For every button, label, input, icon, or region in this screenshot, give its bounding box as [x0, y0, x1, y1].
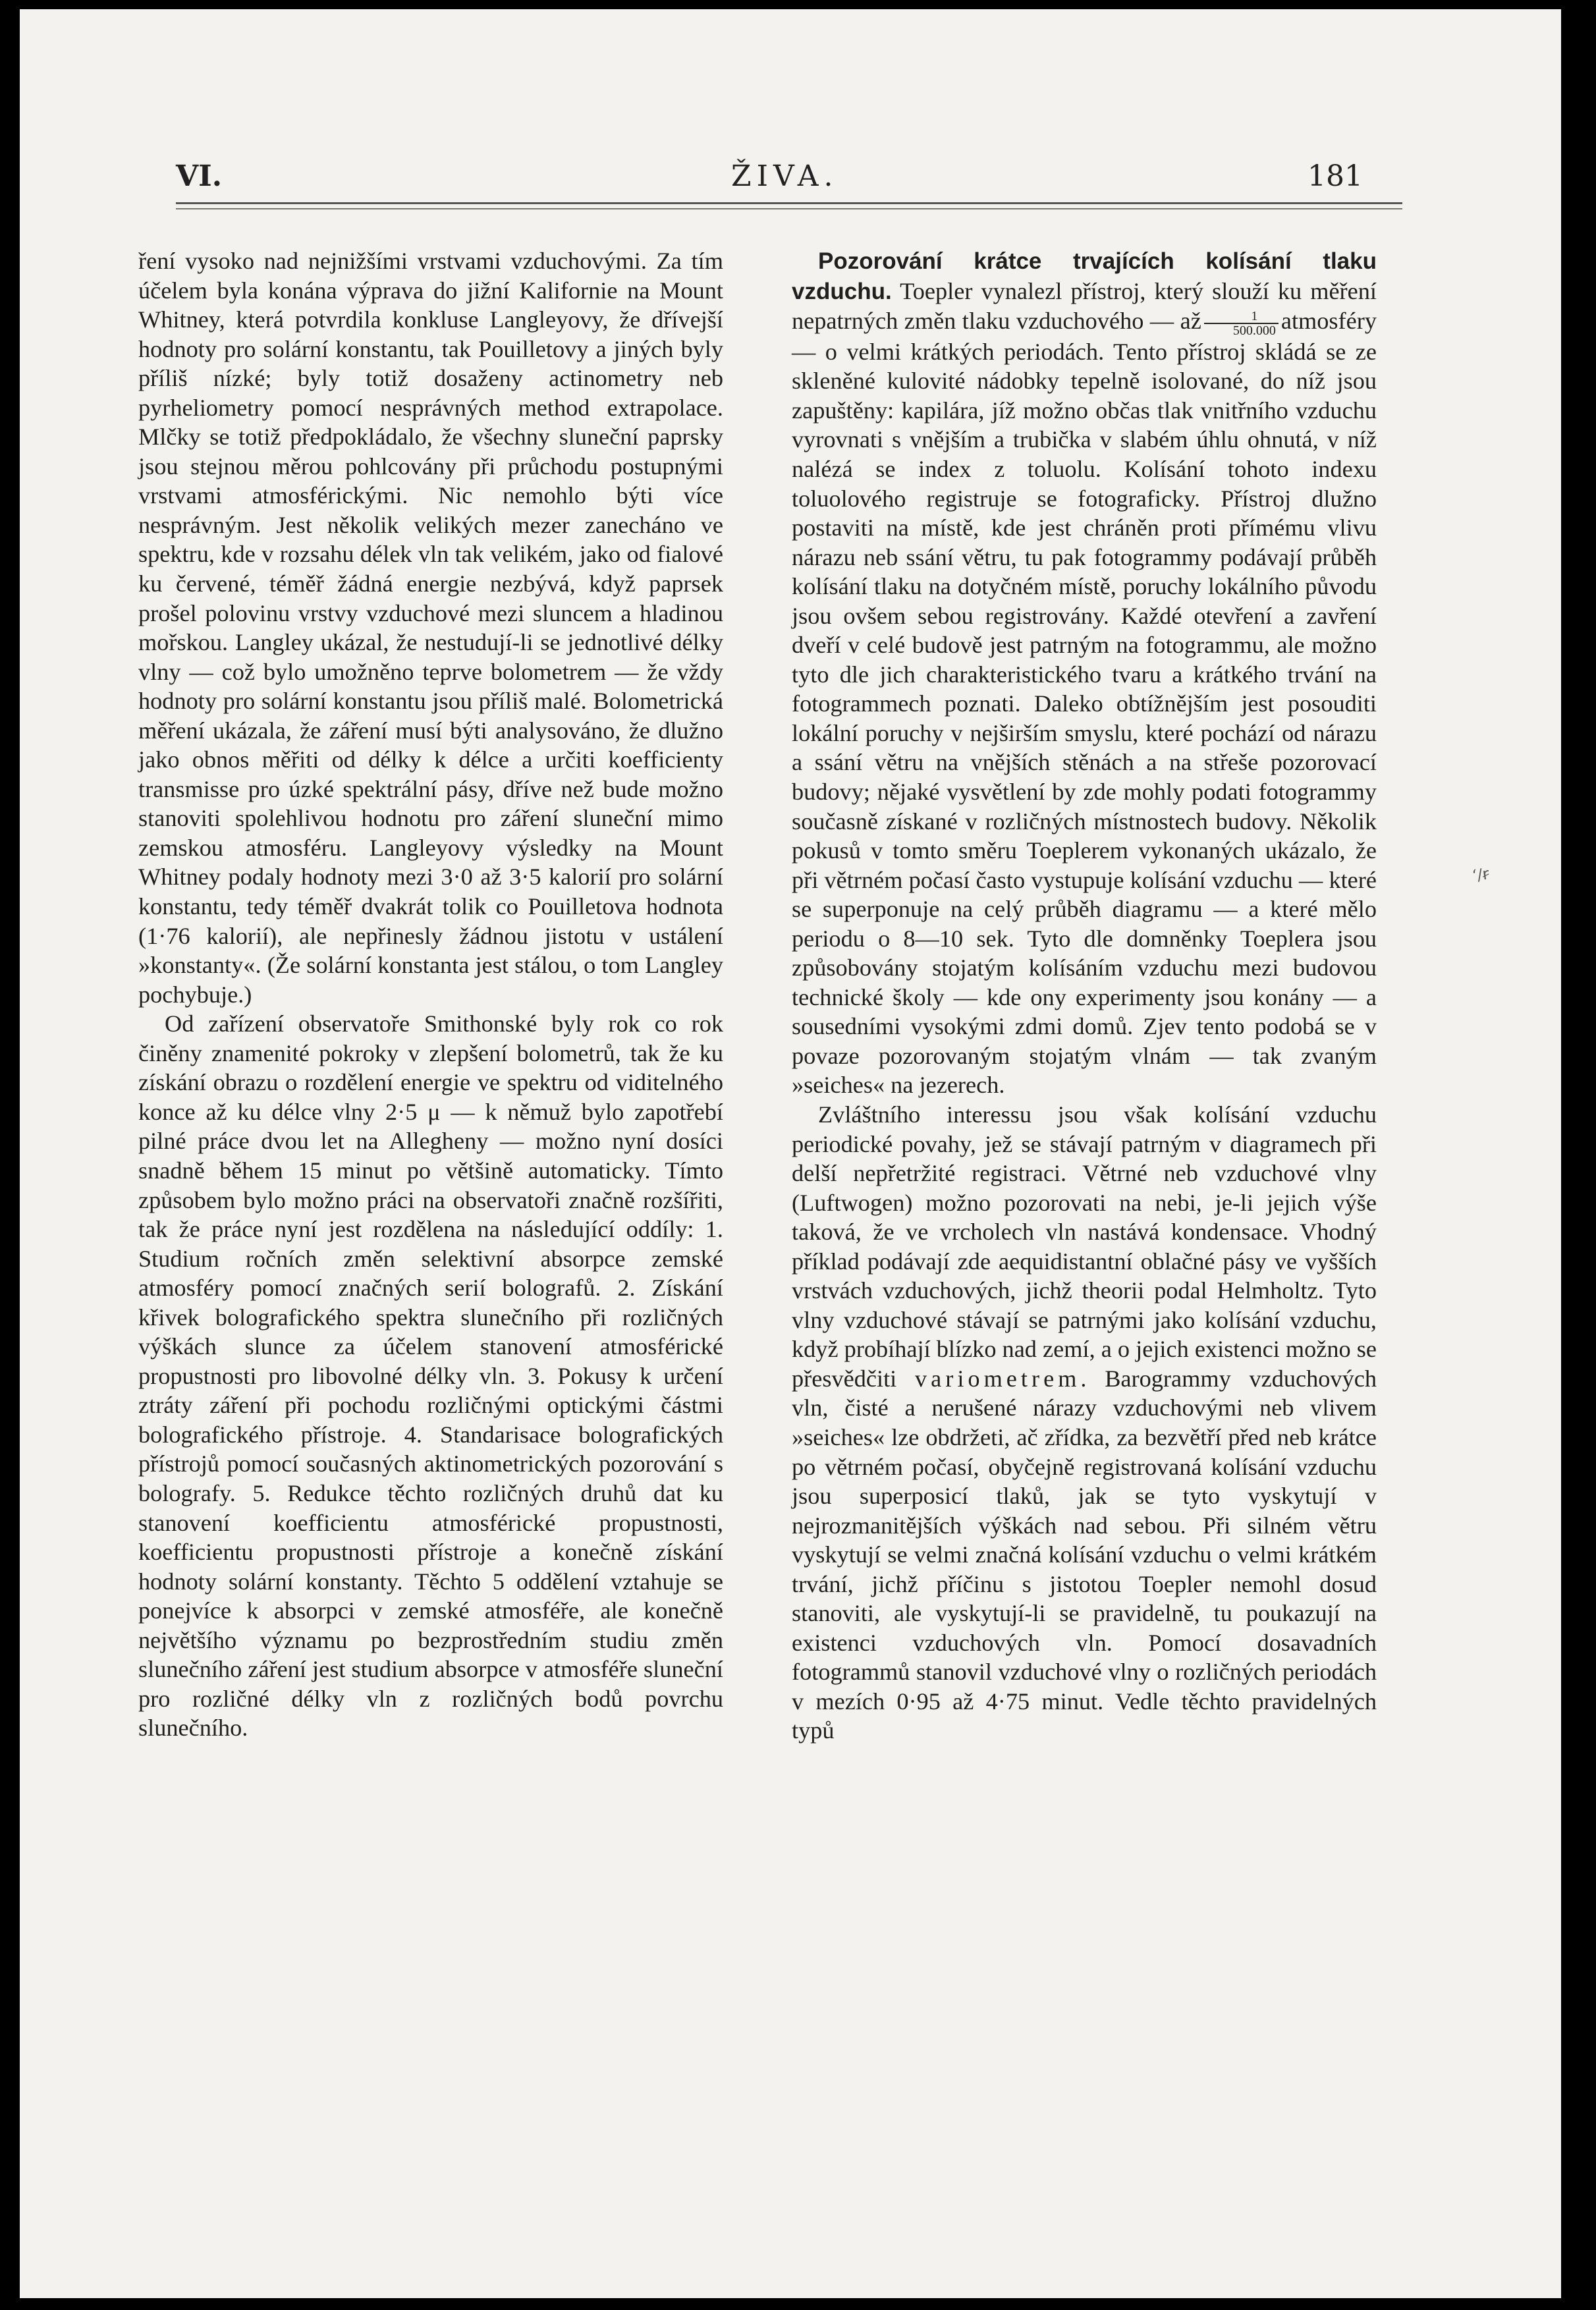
header-rule-secondary: [176, 208, 1402, 209]
fraction-numerator: 1: [1204, 310, 1279, 324]
page-number: 181: [1307, 159, 1363, 193]
header-rule: [176, 202, 1402, 204]
right-paragraph-1-text-a: Toepler vynalezl přístroj, který slouží ku měření nepatrných změn tlaku vzduchového — až: [792, 277, 1377, 335]
left-paragraph-2: Od zařízení observatoře Smithonské byly rok co rok činěny znamenité pokroky v zlepšení bolometrů, tak že ku získání obrazu o rozdělení energie ve spektru od viditelného konce až ku délce vlny 2·5 μ — k němuž bylo zapotřebí pilné práce dvou let na Allegheny — možno nyní dosíci snadně během 15 minut po většině automaticky. Tímto způsobem bylo možno práci na observatoři značně rozšířiti, tak že práce nyní jest rozdělena na následující oddíly: 1. Studium ročních změn selektivní absorpce zemské atmosféry pomocí značných serií bolografů. 2. Získání křivek bolografického spektra slunečního při rozličných výškách slunce za účelem stanovení atmosférické propustnosti pro libovolné délky vln. 3. Pokusy k určení ztráty záření při pochodu rozličnými optickými částmi bolografického přístroje. 4. Standarisace bolografických přístrojů pomocí současných aktinometrických pozorování s bolografy. 5. Redukce těchto rozličných druhů dat ku stanovení koefficientu atmosférické propustnosti, koefficientu propustnosti přístroje a konečně získání hodnoty solární konstanty. Těchto 5 oddělení vztahuje se ponejvíce k absorpci v zemské atmosféře, ale konečně největšího významu po bezprostředním studiu změn slunečního záření jest studium absorpce v atmosféře sluneční pro rozličné délky vln z rozličných bodů povrchu slunečního.: [138, 1010, 723, 1742]
right-paragraph-2: [792, 1100, 1377, 1746]
fraction: [1204, 310, 1279, 337]
section-heading: Pozorování krátce trvajících kolísání tlaku vzduchu.: [792, 248, 1377, 304]
right-column: [792, 246, 1377, 1746]
left-column: [138, 246, 723, 1743]
right-paragraph-2-text-b: . Barogrammy vzduchových vln, čisté a nerušené nárazy vzduchovými neb vlivem »seiches« lze obdržeti, ač zřídka, za bezvětří před neb krátce po větrném počasí, obyčejně registrovaná kolísání vzduchu jsou superposicí tlaků, jak se tyto vyskytují v nejrozmanitějších výškách nad sebou. Při silném větru vyskytují se velmi značná kolísání vzduchu o velmi krátkém trvání, jichž příčinu s jistotou Toepler nemohl dosud stanoviti, ale vyskytují-li se pravidelně, tu poukazují na existenci vzduchových vln. Pomocí dosavadních fotogrammů stanovil vzduchové vlny o rozličných periodách v mezích 0·95 až 4·75 minut. Vedle těchto pravidelných typů: [792, 1365, 1377, 1744]
left-paragraph-1: ření vysoko nad nejnižšími vrstvami vzduchovými. Za tím účelem byla konána výprava do jižní Kalifornie na Mount Whitney, která potvrdila konkluse Langleyovy, že dřívejší hodnoty pro solární konstantu, tak Pouilletovy a jiných byly příliš nízké; byly totiž dosaženy actinometry neb pyrheliometry pomocí nesprávných method extrapolace. Mlčky se totiž předpokládalo, že všechny sluneční paprsky jsou stejnou měrou pohlcovány při průchodu postupnými vrstvami atmosférickými. Nic nemohlo býti více nesprávným. Jest několik velikých mezer zanecháno ve spektru, kde v rozsahu délek vln tak velikém, jako od fialové ku červené, téměř žádná energie nezbývá, když paprsek prošel polovinu vrstvy vzduchové mezi sluncem a hladinou mořskou. Langley ukázal, že nestudují-li se jednotlivé délky vlny — což bylo umožněno teprve bolometrem — že vždy hodnoty pro solární konstantu jsou příliš malé. Bolometrická měření ukázala, že záření musí býti analysováno, že dlužno jako obnos měřiti od délky k délce a určiti koefficienty transmisse pro úzké spektrální pásy, dříve než bude možno stanoviti spolehlivou hodnotu pro záření sluneční mimo zemskou atmosféru. Langleyovy výsledky na Mount Whitney podaly hodnoty mezi 3·0 až 3·5 kalorií pro solární konstantu, tedy téměř dvakrát tolik co Pouilletova hodnota (1·76 kalorií), ale nepřinesly žádnou jistotu v ustálení »konstanty«. (Že solární konstanta jest stálou, o tom Langley pochybuje.): [138, 248, 723, 1008]
page: [20, 9, 1561, 2298]
running-head-title: ŽIVA.: [731, 159, 839, 193]
margin-pencil-mark: ʻ/ꞧ: [1471, 864, 1491, 885]
right-paragraph-2-text-a: Zvláštního interessu jsou však kolísání vzduchu periodické povahy, jež se stávají patrným v diagramech při delší nepřetržité registraci. Větrné neb vzduchové vlny (Luftwogen) možno pozorovati na nebi, je-li jejich výše taková, že ve vrcholech vln nastává kondensace. Vhodný příklad podávají zde aequidistantní oblačné pásy ve vyšších vrstvách vzduchových, jichž theorii podal Helmholtz. Tyto vlny vzduchové stávají se patrnými jako kolísání vzduchu, když probíhají blízko nad zemí, a o jejich existenci možno se přesvědčiti: [792, 1101, 1377, 1392]
right-paragraph-1: [792, 246, 1377, 1100]
fraction-denominator: 500.000: [1232, 323, 1276, 338]
running-head-volume: VI.: [176, 159, 223, 193]
right-paragraph-1-text-b: atmosféry — o velmi krátkých periodách. Tento přístroj skládá se ze skleněné kulovité nádobky tepelně isolované, do níž jsou zapuštěny: kapilára, jíž možno občas tlak vnitřního vzduchu vyrovnati s vnějším a trubička v slabém úhlu ohnutá, v níž nalézá se index z toluolu. Kolísání tohoto indexu toluolového registruje se fotograficky. Přístroj dlužno postaviti na místě, kde jest chráněn proti přímému vlivu nárazu neb ssání větru, tu pak fotogrammy podávají průběh kolísání tlaku na dotyčném místě, poruchy lokálního původu jsou ovšem sebou registrovány. Každé otevření a zavření dveří v celé budově jest patrným na fotogrammu, ale možno tyto dle jich charakteristického tvaru a krátkého trvání na fotogrammech poznati. Daleko obtížnějším jest posouditi lokální poruchy v nejširším smyslu, které pochází od nárazu a ssání větru na vnějších stěnách a na střeše pozorovací budovy; nějaké vysvětlení by zde mohly podati fotogrammy současně získané v rozličných místnostech budovy. Několik pokusů v tomto směru Toeplerem vykonaných ukázalo, že při větrném počasí často vystupuje kolísání vzduchu — které se superponuje na celý průběh diagramu — a které mělo periodu o 8—10 sek. Tyto dle domněnky Toeplera jsou způsobovány stojatým kolísáním vzduchu mezi budovou technické školy — kde ony experimenty jsou konány — a sousedními vysokými zdmi domů. Zjev tento podobá se v povaze pozorovaným stojatým vlnám — tak zvaným »seiches« na jezerech.: [792, 308, 1377, 1099]
spaced-term: variometrem: [914, 1365, 1081, 1392]
